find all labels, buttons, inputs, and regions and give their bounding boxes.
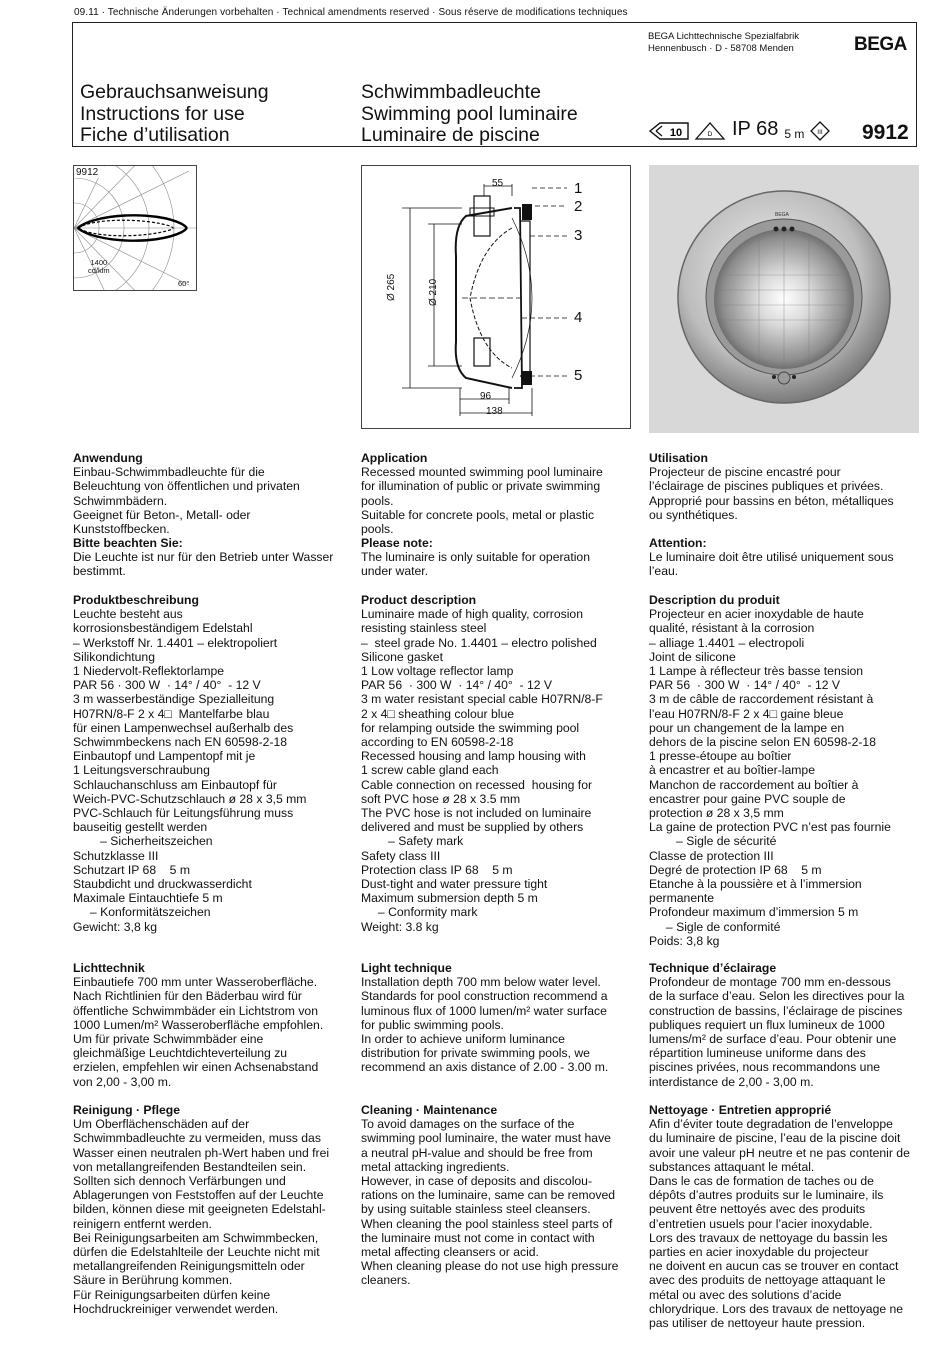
- section-heading: Description du produit: [649, 593, 780, 607]
- class-iii-icon: [810, 121, 830, 141]
- section-fr-5: [649, 1103, 931, 1330]
- section-heading: Cleaning · Maintenance: [361, 1103, 498, 1117]
- section-heading: Anwendung: [73, 451, 143, 465]
- section-text: Luminaire made of high quality, corrosion resisting stainless steel – steel grade No. 1.4401 – electro polished Silicone gasket 1 Low voltage reflector lamp PAR 56 · 300 W · 14° / 40° - 12 V 3 m water resistant special cable H07RN/8-F 2 x 4□ sheathing colour blue for relamping outside the swimming pool according to EN 60598-2-18 Recessed housing and lamp housing with 1 screw cable gland each Cable connection on recessed housing for soft PVC hose ø 28 x 3.5 mm The PVC hose is not included on luminaire delivered and must be supplied by others – Safety mark Safety class III Protection class IP 68 5 m Dust-tight and water pressure tight Maximum submersion depth 5 m – Conformity mark Weight: 3.8 kg: [361, 607, 603, 934]
- callout-5: 5: [574, 367, 583, 384]
- doc-title-fr: Fiche d’utilisation: [80, 124, 230, 146]
- product-title-fr: Luminaire de piscine: [361, 124, 540, 146]
- section-text: Projecteur de piscine encastré pour l’éclairage de piscines publiques et privées. Approprié pour bassins en béton, métalliques ou synthétiques.: [649, 465, 894, 522]
- product-title-en: Swimming pool luminaire: [361, 102, 578, 125]
- section-fr-3: [649, 593, 931, 948]
- submersion-depth: 5 m: [784, 127, 805, 141]
- intensity-label: 1400 cd/klm: [88, 258, 110, 275]
- callout-2: 2: [574, 198, 583, 215]
- light-distribution-diagram: [73, 165, 197, 291]
- section-text: Projecteur en acier inoxydable de haute qualité, résistant à la corrosion – alliage 1.4401 – electropoli Joint de silicone 1 Lampe à réflecteur très basse tension PAR 56 · 300 W · 14° / 40° - 12 V 3 m de câble de raccordement résistant à l’eau H07RN/8-F 2 x 4□ gaine bleue pour un changement de la lampe en dehors de la piscine selon EN 60598-2-18 1 presse-étoupe au boîtier à encastrer et au boîtier-lampe Manchon de raccordement au boîtier à encastrer pour gaine PVC souple de protection ø 28 x 3,5 mm La gaine de protection PVC n’est pas fournie – Sigle de sécurité Classe de protection III Degré de protection IP 68 5 m Etanche à la poussière et à l’immersion permanente Profondeur maximum d’immersion 5 m – Sigle de conformité Poids: 3,8 kg: [649, 607, 891, 948]
- section-text: Profondeur de montage 700 mm en-dessous de la surface d’eau. Selon les directives pour la construction de bassins, l’éclairage de piscines publiques requiert un flux lumineux de 1000 lumens/m² de surface d’eau. Pour obtenir une répartition lumineuse uniforme dans des piscines privées, nous recommandons une interdistance de 2,00 - 3,00 m.: [649, 975, 905, 1089]
- section-text: To avoid damages on the surface of the swimming pool luminaire, the water must have a neutral pH-value and should be free from metal attacking ingredients. However, in case of deposits and discolou- rations on the luminaire, same can be removed by using suitable stainless steel cleansers. When cleaning the pool stainless steel parts of the luminaire must not come in contact with metal affecting cleansers or acid. When cleaning please do not use high pressure cleaners.: [361, 1117, 619, 1288]
- section-de-3: [73, 593, 355, 934]
- doc-title-en: Instructions for use: [80, 102, 245, 125]
- section-de-1: [73, 451, 355, 536]
- section-en-4: [361, 961, 643, 1075]
- company-address: [648, 31, 799, 55]
- column-french: [649, 451, 931, 1341]
- section-heading: Technique d’éclairage: [649, 961, 777, 975]
- section-fr-4: [649, 961, 931, 1089]
- section-en-5: [361, 1103, 643, 1288]
- section-heading: Produktbeschreibung: [73, 593, 199, 607]
- dimension-55: 55: [492, 178, 504, 189]
- section-heading: Utilisation: [649, 451, 708, 465]
- callout-4: 4: [574, 309, 583, 326]
- product-titles: [361, 82, 578, 147]
- section-text: Le luminaire doit être utilisé uniquement sous l’eau.: [649, 550, 894, 579]
- section-heading: Application: [361, 451, 428, 465]
- section-text: Installation depth 700 mm below water level. Standards for pool construction recommend a luminous flux of 1000 lumen/m² water surface for public swimming pools. In order to achieve uniform luminance distribution for private swimming pools, we recommend an axis distance of 2.00 - 3.00 m.: [361, 975, 609, 1075]
- angle-label: 60°: [178, 279, 190, 288]
- company-line-1: BEGA Lichttechnische Spezialfabrik: [648, 31, 800, 42]
- section-heading: Reinigung · Pflege: [73, 1103, 180, 1117]
- svg-text:10: 10: [669, 127, 683, 139]
- section-heading: Please note:: [361, 536, 433, 550]
- section-text: Einbau-Schwimmbadleuchte für die Beleuchtung von öffentlichen und privaten Schwimmbädern. Geeignet für Beton-, Metall- oder Kunststoffbecken.: [73, 465, 300, 537]
- section-text: Leuchte besteht aus korrosionsbeständigem Edelstahl – Werkstoff Nr. 1.4401 – elektropoliert Silikondichtung 1 Niedervolt-Reflektorlampe PAR 56 · 300 W · 14° / 40° - 12 V 3 m wasserbeständige Spezialleitung H07RN/8-F 2 x 4□ Mantelfarbe blau für einen Lampenwechsel außerhalb des Schwimmbeckens nach EN 60598-2-18 Einbautopf und Lampentopf mit je 1 Leitungsverschraubung Schlauchanschluss am Einbautopf für Weich-PVC-Schutzschlauch ø 28 x 3,5 mm PVC-Schlauch für Leitungsführung muss bauseitig gestellt werden – Sicherheitszeichen Schutzklasse III Schutzart IP 68 5 m Staubdicht und druckwasserdicht Maximale Eintauchtiefe 5 m – Konformitätszeichen Gewicht: 3,8 kg: [73, 607, 307, 934]
- section-heading: Nettoyage · Entretien approprié: [649, 1103, 832, 1117]
- doc-title-de: Gebrauchsanweisung: [80, 81, 269, 103]
- section-en-2: [361, 536, 643, 579]
- section-text: Recessed mounted swimming pool luminaire for illumination of public or private swimming pools. Suitable for concrete pools, metal or plastic pools.: [361, 465, 603, 537]
- certification-marks: [648, 118, 830, 141]
- section-en-1: [361, 451, 643, 536]
- technical-drawing: [361, 165, 631, 429]
- doc-titles: [80, 82, 269, 147]
- dimension-138: 138: [486, 406, 503, 417]
- svg-text:III: III: [817, 129, 824, 136]
- section-de-2: [73, 536, 355, 579]
- photo-brand-mark: BEGA: [775, 212, 789, 218]
- section-fr-2: [649, 536, 931, 579]
- product-photo: [649, 165, 919, 433]
- callout-3: 3: [574, 227, 583, 244]
- section-heading: Attention:: [649, 536, 707, 550]
- section-text: Um Oberflächenschäden auf der Schwimmbadleuchte zu vermeiden, muss das Wasser einen neutralen ph-Wert haben und frei von metallangreifenden Bestandteilen sein. Sollten sich dennoch Verfärbungen und Ablagerungen von Feststoffen auf der Leuchte bilden, können diese mit geeigneten Edelstahl- reinigern entfernt werden. Bei Reinigungsarbeiten am Schwimmbecken, dürfen die Edelstahlteile der Leuchte nicht mit metallangreifenden Reinigungsmitteln oder Säure in Berührung kommen. Für Reinigungsarbeiten dürfen keine Hochdruckreiniger verwendet werden.: [73, 1117, 330, 1316]
- svg-text:D: D: [707, 131, 713, 138]
- section-heading: Lichttechnik: [73, 961, 145, 975]
- callout-1: 1: [574, 180, 583, 197]
- section-text: Afin d’éviter toute degradation de l’enveloppe du luminaire de piscine, l’eau de la piscine doit avoir une valeur pH neutre et ne pas contenir de substances attaquant le métal. Dans le cas de formation de taches ou de dépôts d’autres produits sur le luminaire, ils peuvent être nettoyés avec des produits d’entretien usuels pour l’acier inoxydable. Lors des travaux de nettoyage du bassin les parties en acier inoxydable du projecteur ne doivent en aucun cas se trouver en contact avec des produits de nettoyage attaquant le métal ou avec des solutions d’acide chlorydrique. Lors des travaux de nettoyage ne pas utiliser de nettoyeur haute pression.: [649, 1117, 910, 1331]
- section-text: Einbautiefe 700 mm unter Wasseroberfläche. Nach Richtlinien für den Bäderbau wird für öffentliche Schwimmbäder ein Lichtstrom von 1000 Lumen/m² Wasseroberfläche empfohlen. Um für private Schwimmbäder eine gleichmäßige Leuchtdichteverteilung zu erzielen, empfehlen wir einen Achsenabstand von 2,00 - 3,00 m.: [73, 975, 324, 1089]
- brand-logo: BEGA: [854, 34, 907, 55]
- safety-mark-icon: [648, 121, 726, 141]
- diagram-label: 9912: [76, 167, 99, 178]
- diameter-265: Ø 265: [386, 273, 397, 301]
- section-heading: Light technique: [361, 961, 452, 975]
- ip-rating: IP 68: [732, 118, 779, 140]
- product-title-de: Schwimmbadleuchte: [361, 81, 541, 103]
- section-fr-1: [649, 451, 931, 522]
- section-heading: Product description: [361, 593, 477, 607]
- section-heading: Bitte beachten Sie:: [73, 536, 183, 550]
- section-text: Die Leuchte ist nur für den Betrieb unter Wasser bestimmt.: [73, 550, 334, 579]
- section-en-3: [361, 593, 643, 934]
- column-english: [361, 451, 643, 1341]
- article-number: 9912: [862, 121, 909, 144]
- section-text: The luminaire is only suitable for operation under water.: [361, 550, 590, 579]
- section-de-5: [73, 1103, 355, 1316]
- company-line-2: Hennenbusch · D - 58708 Menden: [648, 43, 794, 54]
- dimension-96: 96: [480, 391, 492, 402]
- cross-section-drawing: [362, 166, 630, 428]
- revision-note: 09.11 · Technische Änderungen vorbehalten · Technical amendments reserved · Sous réserve de modifications techniques: [74, 7, 628, 18]
- luminaire-photo: [649, 165, 919, 433]
- diameter-210: Ø 210: [428, 278, 439, 306]
- section-de-4: [73, 961, 355, 1089]
- column-german: [73, 451, 355, 1341]
